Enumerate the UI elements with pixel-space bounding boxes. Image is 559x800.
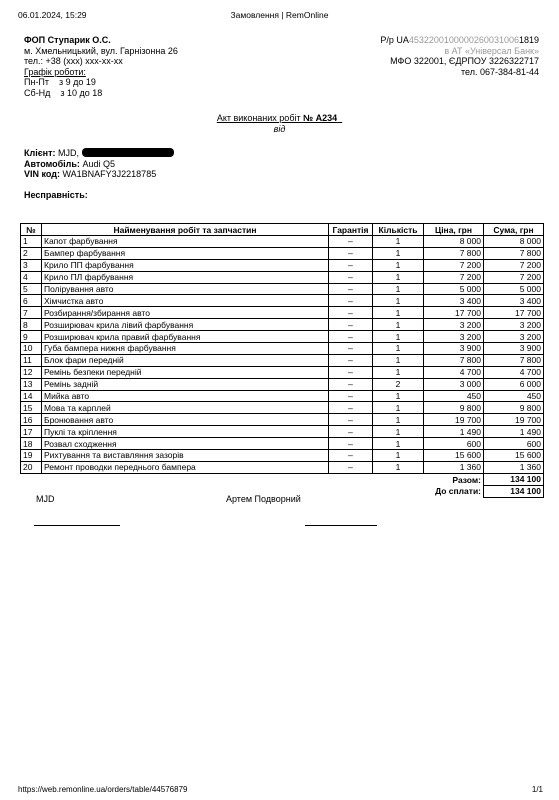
row-num: 3 [21,259,42,271]
table-row [21,343,544,355]
row-price: 9 800 [424,402,484,414]
row-quantity: 1 [373,414,424,426]
row-name: Розширювач крила правий фарбування [42,331,329,343]
row-sum: 15 600 [484,450,544,462]
row-price: 3 000 [424,378,484,390]
row-guarantee: – [329,450,373,462]
row-num: 7 [21,307,42,319]
row-price: 8 000 [424,236,484,248]
row-quantity: 1 [373,295,424,307]
row-sum: 5 000 [484,283,544,295]
row-guarantee: – [329,366,373,378]
row-num: 19 [21,450,42,462]
client-row: Клієнт: MJD, [24,148,174,159]
row-sum: 450 [484,390,544,402]
row-guarantee: – [329,402,373,414]
row-guarantee: – [329,331,373,343]
works-table-body [21,236,544,474]
row-quantity: 1 [373,307,424,319]
row-guarantee: – [329,378,373,390]
row-price: 3 400 [424,295,484,307]
row-price: 450 [424,390,484,402]
row-sum: 7 200 [484,271,544,283]
signature-right-name: Артем Подворний [226,494,301,504]
row-sum: 9 800 [484,402,544,414]
row-guarantee: – [329,414,373,426]
table-row [21,366,544,378]
signature-right-line [305,525,377,526]
row-name: Блок фари передній [42,354,329,366]
schedule-weekdays: Пн-Пт з 9 до 19 [24,77,96,87]
bank-phone: тел. 067-384-81-44 [460,66,539,77]
row-price: 7 200 [424,271,484,283]
car-row: Автомобіль: Audi Q5 [24,158,115,169]
row-name: Ремінь безпеки передній [42,366,329,378]
to-pay-value: 134 100 [484,485,544,497]
row-num: 18 [21,438,42,450]
header-guarantee: Гарантія [329,224,373,236]
table-row [21,354,544,366]
row-quantity: 1 [373,461,424,473]
row-quantity: 1 [373,366,424,378]
row-name: Бронювання авто [42,414,329,426]
vin-code: WA1BNAFY3J2218785 [59,169,157,179]
row-price: 7 800 [424,354,484,366]
act-title [0,113,559,123]
row-price: 7 200 [424,259,484,271]
fault-label: Несправність: [24,190,88,200]
table-row [21,331,544,343]
bank-account-end: 1819 [518,35,539,45]
table-row [21,259,544,271]
row-quantity: 1 [373,259,424,271]
row-name: Бампер фарбування [42,247,329,259]
row-quantity: 1 [373,390,424,402]
row-name: Мова та карплей [42,402,329,414]
bank-mfo-edrpou: МФО 322001, ЄДРПОУ 3226322717 [390,56,539,66]
row-num: 5 [21,283,42,295]
table-row [21,378,544,390]
row-price: 3 900 [424,343,484,355]
row-quantity: 1 [373,402,424,414]
row-num: 20 [21,461,42,473]
row-guarantee: – [329,461,373,473]
row-quantity: 1 [373,247,424,259]
schedule-weekend: Сб-Нд з 10 до 18 [24,87,103,98]
row-guarantee: – [329,236,373,248]
seller-phone: тел.: +38 (ххх) ххх-хх-хх [24,56,123,66]
row-guarantee: – [329,307,373,319]
table-row [21,450,544,462]
row-sum: 7 200 [484,259,544,271]
table-row [21,236,544,248]
row-name: Ремонт проводки переднього бампера [42,461,329,473]
row-price: 5 000 [424,283,484,295]
row-quantity: 1 [373,438,424,450]
table-row [21,461,544,473]
print-url: https://web.remonline.ua/orders/table/44576879 [18,785,188,794]
car-model: Audi Q5 [79,158,115,169]
row-sum: 7 800 [484,247,544,259]
signature-left-line [34,525,120,526]
row-name: Пуклі та кріплення [42,426,329,438]
row-num: 10 [21,343,42,355]
row-quantity: 1 [373,343,424,355]
row-price: 3 200 [424,331,484,343]
row-name: Рихтування та виставляння зазорів [42,450,329,462]
row-num: 14 [21,390,42,402]
header-price: Ціна, грн [424,224,484,236]
works-table [20,223,544,498]
row-sum: 6 000 [484,378,544,390]
table-row [21,414,544,426]
row-guarantee: – [329,343,373,355]
table-row [21,247,544,259]
seller-address: м. Хмельницький, вул. Гарнізонна 26 [24,45,178,56]
row-quantity: 1 [373,283,424,295]
header-num: № [21,224,42,236]
row-name: Мийка авто [42,390,329,402]
table-header-row [21,224,544,236]
redaction-mark [82,148,174,157]
row-guarantee: – [329,247,373,259]
row-guarantee: – [329,259,373,271]
row-quantity: 1 [373,236,424,248]
bank-name: в АТ «Універсал Банк» [444,45,539,56]
total-row [21,473,544,485]
bank-account-faded: 45322001000002600 [408,35,494,45]
to-pay-label: До сплати: [435,486,481,497]
schedule-title: Графік роботи: [24,66,86,77]
row-sum: 8 000 [484,236,544,248]
row-name: Розбирання/збирання авто [42,307,329,319]
header-name: Найменування робіт та запчастин [42,224,329,236]
row-num: 6 [21,295,42,307]
table-row [21,319,544,331]
row-num: 12 [21,366,42,378]
row-guarantee: – [329,438,373,450]
row-num: 17 [21,426,42,438]
table-row [21,307,544,319]
client-block [24,148,174,180]
row-num: 4 [21,271,42,283]
row-name: Крило ПЛ фарбування [42,271,329,283]
row-price: 1 360 [424,461,484,473]
row-sum: 3 200 [484,319,544,331]
act-title-text: Акт виконаних робіт № А234 [216,113,338,123]
row-quantity: 1 [373,426,424,438]
row-name: Розвал сходження [42,438,329,450]
row-price: 600 [424,438,484,450]
row-guarantee: – [329,271,373,283]
vin-row: VIN код: WA1BNAFY3J2218785 [24,169,157,179]
table-row [21,438,544,450]
row-name: Губа бампера нижня фарбування [42,343,329,355]
row-quantity: 1 [373,319,424,331]
row-num: 1 [21,236,42,248]
row-name: Полірування авто [42,283,329,295]
row-sum: 3 400 [484,295,544,307]
row-num: 16 [21,414,42,426]
row-guarantee: – [329,319,373,331]
row-num: 13 [21,378,42,390]
row-sum: 19 700 [484,414,544,426]
header-sum: Сума, грн [484,224,544,236]
print-datetime: 06.01.2024, 15:29 [18,10,87,20]
print-page-title: Замовлення | RemOnline [230,10,329,20]
row-num: 15 [21,402,42,414]
table-row [21,402,544,414]
row-num: 2 [21,247,42,259]
act-date-label: від [273,124,286,134]
table-row [21,390,544,402]
seller-block [24,35,178,98]
row-price: 17 700 [424,307,484,319]
client-name: MJD, [55,148,80,158]
row-quantity: 1 [373,354,424,366]
table-row [21,295,544,307]
row-name: Капот фарбування [42,236,329,248]
row-sum: 4 700 [484,366,544,378]
row-sum: 1 490 [484,426,544,438]
row-sum: 1 360 [484,461,544,473]
row-price: 3 200 [424,319,484,331]
row-sum: 7 800 [484,354,544,366]
bank-account-prefix: Р/р UA [380,35,409,45]
row-sum: 3 900 [484,343,544,355]
bank-block [380,35,539,77]
row-quantity: 1 [373,450,424,462]
total-value: 134 100 [484,473,544,485]
row-name: Розширювач крила лівий фарбування [42,319,329,331]
header-quantity: Кількість [373,224,424,236]
row-price: 15 600 [424,450,484,462]
row-price: 4 700 [424,366,484,378]
table-row [21,271,544,283]
print-page-number: 1/1 [531,785,543,794]
signature-left-name: MJD [36,494,55,504]
row-name: Крило ПП фарбування [42,259,329,271]
row-name: Ремінь задній [42,378,329,390]
row-sum: 600 [484,438,544,450]
table-row [21,426,544,438]
row-price: 19 700 [424,414,484,426]
row-guarantee: – [329,295,373,307]
row-sum: 17 700 [484,307,544,319]
row-quantity: 1 [373,331,424,343]
row-sum: 3 200 [484,331,544,343]
row-quantity: 1 [373,271,424,283]
row-num: 9 [21,331,42,343]
row-name: Хімчистка авто [42,295,329,307]
bank-account [380,35,539,46]
bank-account-tail: 31006 [493,35,519,45]
row-guarantee: – [329,354,373,366]
table-row [21,283,544,295]
row-guarantee: – [329,390,373,402]
row-guarantee: – [329,426,373,438]
row-num: 11 [21,354,42,366]
row-price: 7 800 [424,247,484,259]
row-price: 1 490 [424,426,484,438]
seller-name: ФОП Ступарик О.С. [24,35,111,45]
row-quantity: 2 [373,378,424,390]
row-num: 8 [21,319,42,331]
total-label: Разом: [452,474,481,485]
act-number: № А234 [303,113,338,123]
row-guarantee: – [329,283,373,295]
